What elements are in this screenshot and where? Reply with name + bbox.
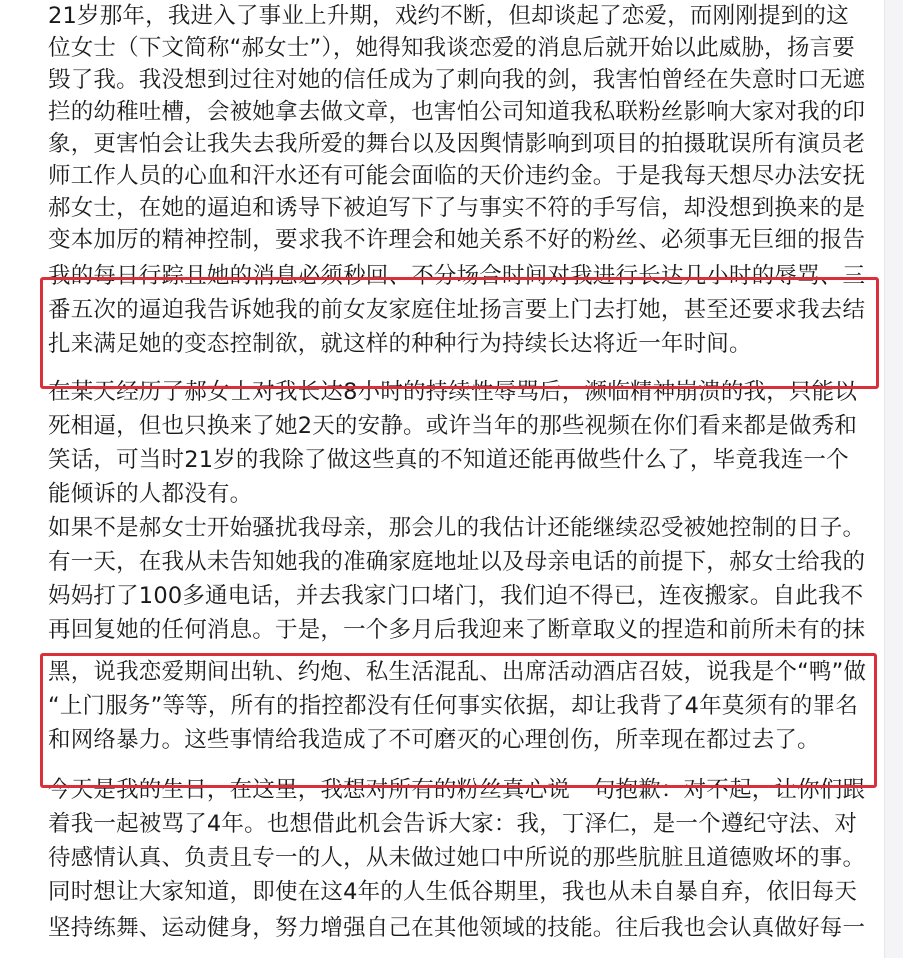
- text-line: 我的每日行踪且她的消息必须秒回、不分场合时间对我进行长达几小时的辱骂、三: [48, 263, 866, 289]
- text-line: 坚持练舞、运动健身，努力增强自己在其他领域的技能。往后我也会认真做好每一: [48, 915, 866, 941]
- text-line: 21岁那年，我进入了事业上升期，戏约不断，但却谈起了恋爱，而刚刚提到的这: [48, 3, 849, 29]
- text-line: 变本加厉的精神控制，要求我不许理会和她关系不好的粉丝、必须事无巨细的报告: [48, 227, 866, 253]
- text-line: 黑，说我恋爱期间出轨、约炮、私生活混乱、出席活动酒店召妓，说我是个“鸭”做: [48, 659, 867, 685]
- text-line: 能倾诉的人都没有。: [48, 481, 253, 507]
- highlight-box-accusations: [40, 653, 877, 788]
- text-line: 在某天经历了郝女士对我长达8小时的持续性辱骂后，濒临精神崩溃的我，只能以: [48, 379, 858, 405]
- text-line: 有一天，在我从未告知她我的准确家庭地址以及母亲电话的前提下，郝女士给我的: [48, 549, 866, 575]
- text-line: 毁了我。我没想到过往对她的信任成为了刺向我的剑，我害怕曾经在失意时口无遮: [48, 67, 866, 93]
- text-line: 师工作人员的心血和汗水还有可能会面临的天价违约金。于是我每天想尽办法安抚: [48, 163, 866, 189]
- text-line: 扎来满足她的变态控制欲，就这样的种种行为持续长达将近一年时间。: [48, 331, 752, 357]
- text-line: 拦的幼稚吐槽，会被她拿去做文章，也害怕公司知道我私联粉丝影响大家对我的印: [48, 99, 866, 125]
- text-line: 和网络暴力。这些事情给我造成了不可磨灭的心理创伤，所幸现在都过去了。: [48, 727, 820, 753]
- scrollbar-track[interactable]: [884, 0, 903, 958]
- text-line: 笑话，可当时21岁的我除了做这些真的不知道还能再做些什么了，毕竟我连一个: [48, 447, 849, 473]
- text-line: 着我一起被骂了4年。也想借此机会告诉大家：我，丁泽仁，是一个遵纪守法、对: [48, 811, 858, 837]
- highlight-box-control: [40, 277, 879, 389]
- text-line: 待感情认真、负责且专一的人，从未做过她口中所说的那些肮脏且道德败坏的事。: [48, 845, 866, 871]
- text-line: 象，更害怕会让我失去我所爱的舞台以及因舆情影响到项目的拍摄耽误所有演员老: [48, 131, 866, 157]
- text-line: 再回复她的任何消息。于是，一个多月后我迎来了断章取义的捏造和前所未有的抹: [48, 617, 866, 643]
- text-line: 妈妈打了100多通电话，并去我家门口堵门，我们迫不得已，连夜搬家。自此我不: [48, 583, 864, 609]
- text-line: 如果不是郝女士开始骚扰我母亲，那会儿的我估计还能继续忍受被她控制的日子。: [48, 515, 866, 541]
- text-line: “上门服务”等等，所有的指控都没有任何事实依据，却让我背了4年莫须有的罪名: [48, 693, 859, 719]
- text-line: 今天是我的生日，在这里，我想对所有的粉丝真心说一句抱歉：对不起，让你们跟: [48, 777, 866, 803]
- text-line: 同时想让大家知道，即使在这4年的人生低谷期里，我也从未自暴自弃，依旧每天: [48, 879, 858, 905]
- text-line: 番五次的逼迫我告诉她我的前女友家庭住址扬言要上门去打她，甚至还要求我去结: [48, 297, 866, 323]
- text-line: 位女士（下文简称“郝女士”），她得知我谈恋爱的消息后就开始以此威胁，扬言要: [48, 35, 855, 61]
- text-line: 死相逼，但也只换来了她2天的安静。或许当年的那些视频在你们看来都是做秀和: [48, 413, 858, 439]
- text-line: 郝女士，在她的逼迫和诱导下被迫写下了与事实不符的手写信，却没想到换来的是: [48, 195, 866, 221]
